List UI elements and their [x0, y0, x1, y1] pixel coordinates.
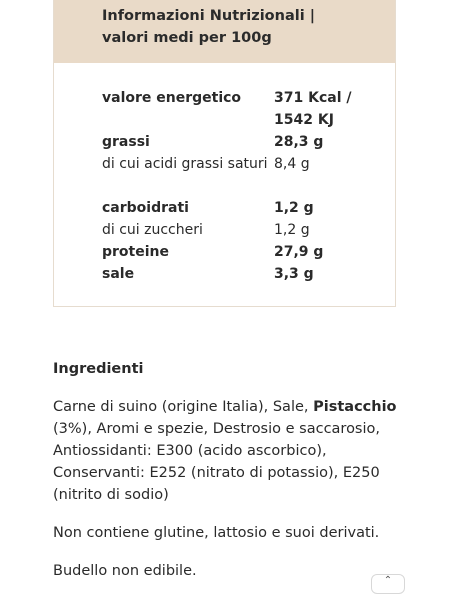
- nutrient-value: 1,2 g: [274, 222, 310, 238]
- ingredients-text-after: (3%), Aromi e spezie, Destrosio e saccarosio, Antiossidanti: E300 (acido ascorbico), Conservanti: E252 (nitrato di potassio), E250 (nitrito di sodio): [53, 421, 381, 503]
- nutrition-row: [102, 241, 362, 263]
- scroll-top-button[interactable]: [371, 574, 405, 594]
- chevron-up-icon: ⌃: [383, 575, 393, 586]
- nutrient-label: sale: [102, 266, 135, 282]
- nutrition-row: [102, 131, 362, 153]
- nutrition-row: [102, 219, 362, 241]
- nutrient-value: 371 Kcal / 1542 KJ: [274, 90, 352, 128]
- nutrient-value: 27,9 g: [274, 244, 324, 260]
- casing-note: Budello non edibile.: [53, 563, 197, 579]
- nutrient-label: carboidrati: [102, 200, 189, 216]
- nutrient-label: di cui acidi grassi saturi: [102, 156, 268, 172]
- nutrient-label: proteine: [102, 244, 169, 260]
- nutrient-value: 3,3 g: [274, 266, 314, 282]
- nutrient-value: 8,4 g: [274, 156, 310, 172]
- nutrition-row: [102, 87, 362, 131]
- nutrition-table: [102, 87, 362, 285]
- ingredients-text: [53, 396, 398, 506]
- gluten-note: Non contiene glutine, lattosio e suoi derivati.: [53, 525, 380, 541]
- nutrition-row: [102, 197, 362, 219]
- ingredients-text-before: Carne di suino (origine Italia), Sale,: [53, 399, 314, 415]
- nutrient-label: di cui zuccheri: [102, 222, 203, 238]
- ingredients-title: Ingredienti: [53, 361, 144, 377]
- nutrition-row: [102, 153, 362, 197]
- nutrition-title: Informazioni Nutrizionali | valori medi per 100g: [54, 0, 395, 63]
- nutrient-value: 28,3 g: [274, 134, 324, 150]
- ingredients-highlight: Pistacchio: [313, 399, 397, 415]
- nutrition-card: [53, 0, 396, 307]
- nutrition-row: [102, 263, 362, 285]
- nutrient-label: valore energetico: [102, 90, 242, 106]
- nutrient-label: grassi: [102, 134, 150, 150]
- nutrient-value: 1,2 g: [274, 200, 314, 216]
